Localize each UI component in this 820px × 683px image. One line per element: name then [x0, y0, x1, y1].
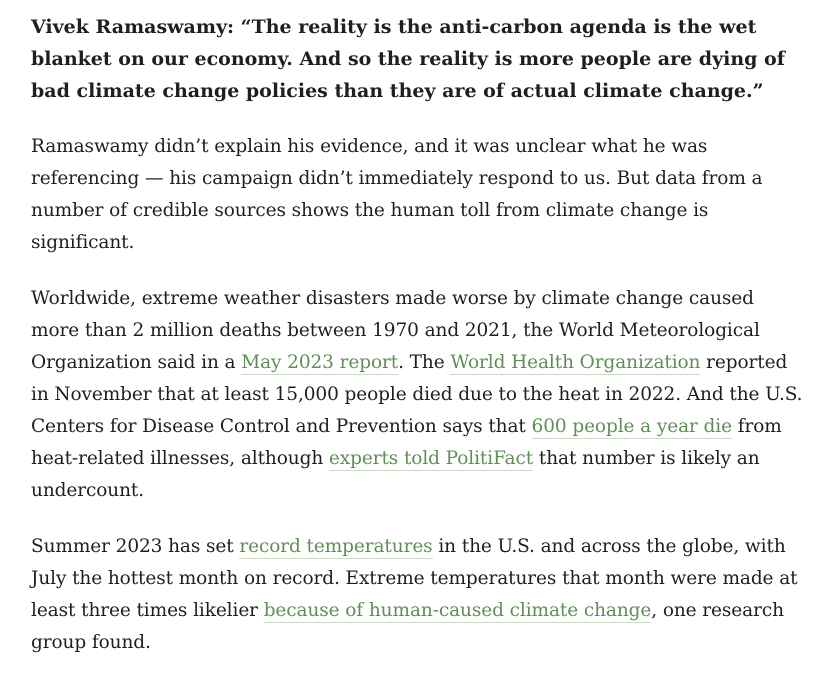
paragraph-summer-2023 — [31, 531, 806, 659]
paragraph-summer-text-1: Summer 2023 has set — [31, 536, 240, 557]
quote-text: “The reality is the anti-carbon agenda is the wet blanket on our economy. And so the reality is more people are dying of bad climate change policies than they are of actual climate change.” — [31, 16, 785, 102]
link-record-temperatures[interactable]: record temperatures — [239, 536, 433, 557]
paragraph-deaths-text-2: . The — [398, 352, 451, 373]
paragraph-summer-text-2: in the U.S. and across the globe, with July the hottest month on record. Extreme temperatures that month were made at least three times likelier — [31, 536, 798, 621]
paragraph-deaths-text-1: Worldwide, extreme weather disasters made worse by climate change caused more than 2 million deaths between 1970 and 2021, the World Meteorological Organization said in a — [31, 288, 760, 373]
pull-quote — [31, 11, 806, 107]
link-human-caused-climate-change[interactable]: because of human-caused climate change — [263, 600, 652, 621]
paragraph-summer-text-3: , one research group found. — [31, 600, 784, 653]
link-world-health-organization[interactable]: World Health Organization — [450, 352, 701, 373]
link-600-people-a-year[interactable]: 600 people a year die — [531, 416, 732, 437]
paragraph-deaths — [31, 283, 806, 507]
paragraph-evidence-text: Ramaswamy didn’t explain his evidence, and it was unclear what he was referencing — his campaign didn’t immediately respond to us. But data from a number of credible sources shows the human toll from climate change is significant. — [31, 136, 763, 253]
quote-speaker: Vivek Ramaswamy: — [31, 16, 235, 38]
link-may-2023-report[interactable]: May 2023 report — [241, 352, 399, 373]
paragraph-deaths-text-3: reported in November that at least 15,000 people died due to the heat in 2022. And the U.S. Centers for Disease Control and Prevention says that — [31, 352, 803, 437]
article-body — [31, 11, 806, 683]
paragraph-deaths-text-5: that number is likely an undercount. — [31, 448, 760, 501]
paragraph-evidence — [31, 131, 806, 259]
paragraph-deaths-text-4: from heat-related illnesses, although — [31, 416, 782, 469]
link-experts-told-politifact[interactable]: experts told PolitiFact — [328, 448, 534, 469]
